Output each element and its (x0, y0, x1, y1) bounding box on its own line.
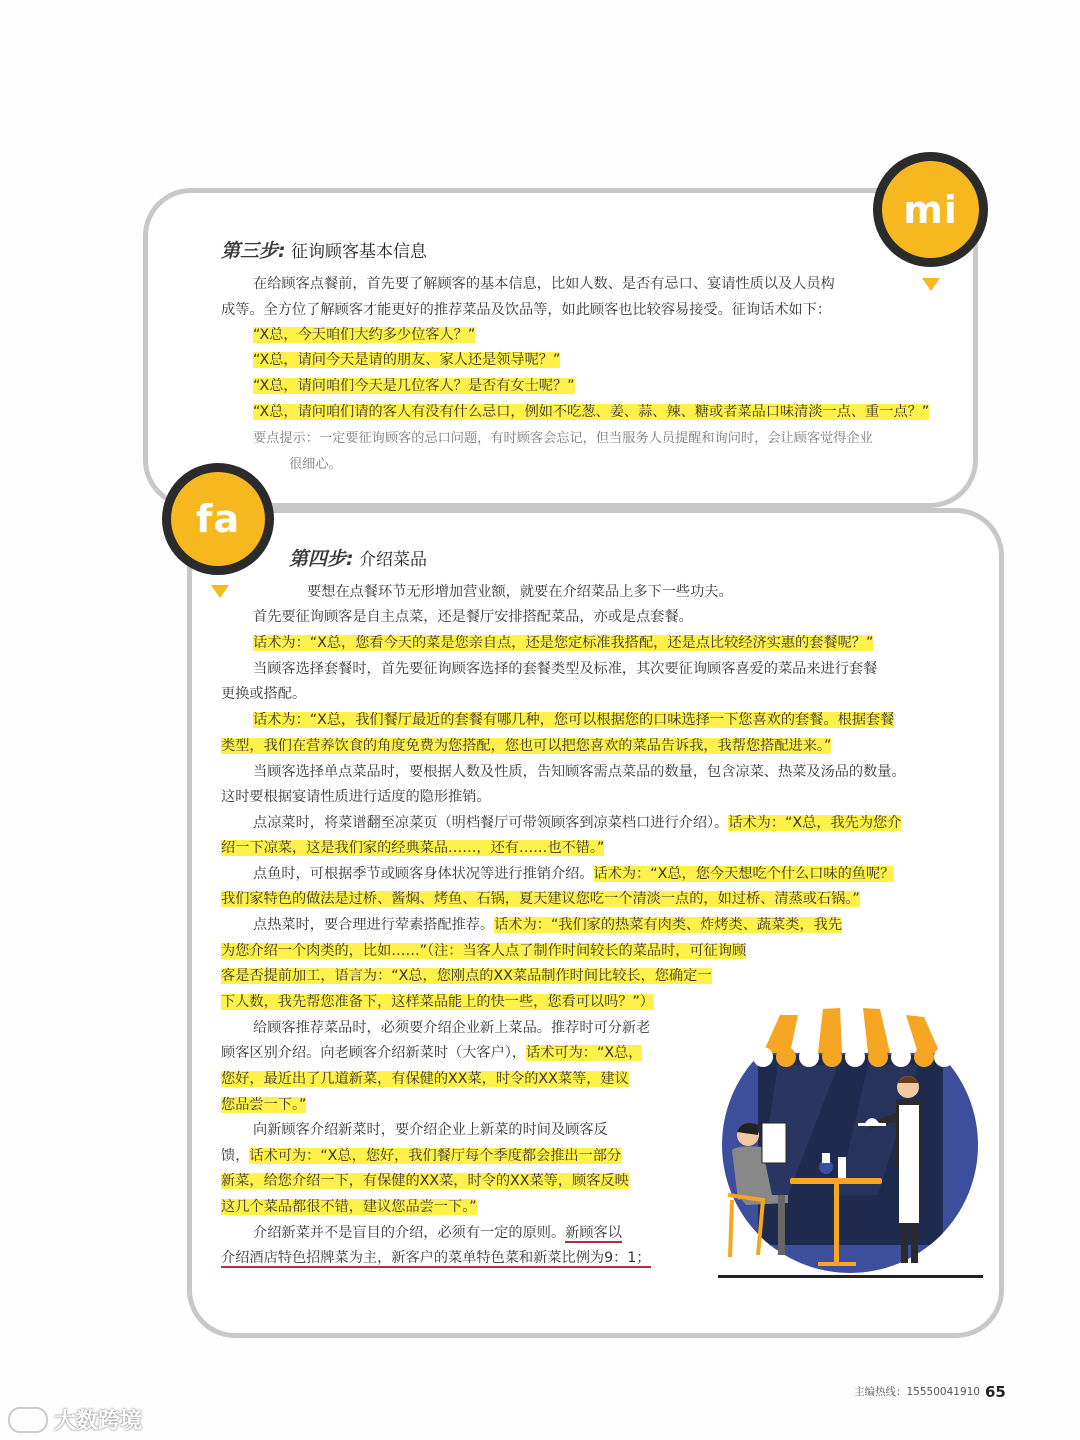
table-top (790, 1178, 882, 1184)
question-2: “X总，请问今天是请的朋友、家人还是领导呢？” (253, 352, 561, 368)
text-line: 点鱼时，可根据季节或顾客身体状况等进行推销介绍。话术为：“X总，您今天想吃个什么口味的鱼呢？ (253, 866, 895, 882)
step4-title: 介绍菜品 (359, 550, 428, 570)
script-line: 这几个菜品都很不错，建议您品尝一下。” (221, 1199, 477, 1215)
text-line: 顾客区别介绍。向老顾客介绍新菜时（大客户），话术可为：“X总， (221, 1045, 643, 1061)
script-line: 类型，我们在营养饮食的角度免费为您搭配，您也可以把您喜欢的菜品告诉我，我帮您搭配进来。” (221, 738, 832, 754)
restaurant-illustration (718, 995, 983, 1285)
tip-label: 要点提示： (253, 431, 319, 446)
fa-badge: fa (162, 463, 274, 575)
script-line: 下人数，我先帮您准备下，这样菜品能上的快一些，您看可以吗？”） (221, 994, 654, 1010)
step3-heading (221, 236, 427, 263)
script-line: 您好，最近出了几道新菜，有保健的XX菜，时令的XX菜等，建议 (221, 1071, 629, 1087)
script-line: 绍一下凉菜，这是我们家的经典菜品……，还有……也不错。” (221, 840, 605, 856)
script-line: 我们家特色的做法是过桥、酱焖、烤鱼、石锅，夏天建议您吃一个清淡一点的，如过桥、清蒸或石锅。” (221, 891, 860, 907)
step3-paragraph-line: 在给顾客点餐前，首先要了解顾客的基本信息，比如人数、是否有忌口、宴请性质以及人员构 (253, 276, 835, 292)
badge-pointer-icon (211, 585, 229, 598)
text-line: 馈，话术可为：“X总，您好，我们餐厅每个季度都会推出一部分 (221, 1148, 622, 1164)
tip-line: 要点提示：一定要征询顾客的忌口问题，有时顾客会忘记，但当服务人员提醒和询问时，会让顾客觉得企业 (253, 431, 873, 446)
mi-badge: mi (873, 152, 988, 267)
tip-line: 很细心。 (289, 457, 342, 472)
text-line: 当顾客选择套餐时，首先要征询顾客选择的套餐类型及标准，其次要征询顾客喜爱的菜品来进行套餐 (253, 661, 878, 677)
step4-heading (289, 544, 427, 571)
text-line: 点热菜时，要合理进行荤素搭配推荐。话术为：“我们家的热菜有肉类、炸烤类、蔬菜类，我先 (253, 917, 843, 933)
step3-label: 第三步: (221, 240, 286, 262)
text-line: 介绍新菜并不是盲目的介绍，必须有一定的原则。新顾客以 (253, 1225, 622, 1241)
step4-label: 第四步: (289, 548, 354, 570)
step3-paragraph-line: 成等。全方位了解顾客才能更好的推荐菜品及饮品等，如此顾客也比较容易接受。征询话术如下： (221, 302, 832, 318)
script-line: 您品尝一下。” (221, 1097, 307, 1113)
text-line: 更换或搭配。 (221, 686, 307, 702)
step3-title: 征询顾客基本信息 (291, 242, 428, 262)
script-line: 话术为：“X总，我们餐厅最近的套餐有哪几种，您可以根据您的口味选择一下您喜欢的套餐。根据套餐 (253, 712, 895, 728)
script-line: 话术为：“X总，您看今天的菜是您亲自点，还是您定标准我搭配，还是点比较经济实惠的套餐呢？” (253, 635, 874, 651)
script-line: 为您介绍一个肉类的，比如……”（注：当客人点了制作时间较长的菜品时，可征询顾 (221, 943, 747, 959)
text-line: 要想在点餐环节无形增加营业额，就要在介绍菜品上多下一些功夫。 (307, 584, 733, 600)
text-line: 向新顾客介绍新菜时，要介绍企业上新菜的时间及顾客反 (253, 1122, 608, 1138)
watermark: 大数跨境 (8, 1404, 142, 1435)
question-1: “X总，今天咱们大约多少位客人？” (253, 327, 476, 343)
text-line: 首先要征询顾客是自主点菜，还是餐厅安排搭配菜品，亦或是点套餐。 (253, 609, 693, 625)
editor-hotline: 主编热线：15550041910 (854, 1386, 980, 1398)
question-4: “X总，请问咱们请的客人有没有什么忌口，例如不吃葱、姜、蒜、辣、糖或者菜品口味清淡一点、重一点？” (253, 404, 930, 420)
text-line: 介绍酒店特色招牌菜为主，新客户的菜单特色菜和新菜比例为9：1； (221, 1250, 651, 1266)
script-line: 客是否提前加工，语言为：“X总，您刚点的XX菜品制作时间比较长，您确定一 (221, 968, 712, 984)
text-line: 点凉菜时，将菜谱翻至凉菜页（明档餐厅可带领顾客到凉菜档口进行介绍）。话术为：“X总，我先为您介 (253, 815, 902, 831)
text-line: 当顾客选择单点菜品时，要根据人数及性质，告知顾客需点菜品的数量，包含凉菜、热菜及汤品的数量。 (253, 764, 906, 780)
question-3: “X总，请问咱们今天是几位客人？是否有女士呢？” (253, 378, 575, 394)
text-line: 这时要根据宴请性质进行适度的隐形推销。 (221, 789, 491, 805)
page-number: 65 (985, 1383, 1006, 1401)
script-line: 新菜，给您介绍一下，有保健的XX菜，时令的XX菜等，顾客反映 (221, 1173, 629, 1189)
watermark-logo-icon (8, 1407, 48, 1433)
text-line: 给顾客推荐菜品时，必须要介绍企业新上菜品。推荐时可分新老 (253, 1020, 651, 1036)
badge-pointer-icon (922, 278, 940, 291)
